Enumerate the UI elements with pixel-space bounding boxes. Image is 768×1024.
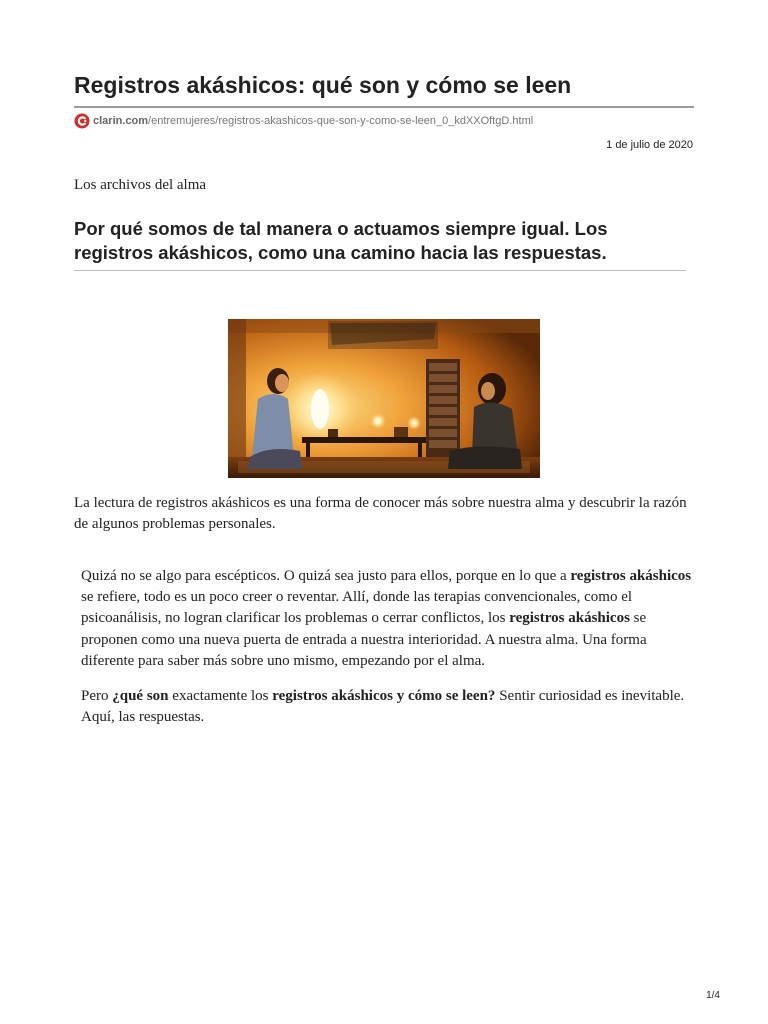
title-divider (74, 106, 694, 108)
body-paragraph-1: Quizá no se algo para escépticos. O quizá sea justo para ellos, porque en lo que a registros akáshicos se refiere, todo es un poco creer o reventar. Allí, donde las terapias convencionales, como el psicoanálisis, no logran clarificar los problemas o cerrar conflictos, los registros akáshicos se proponen como una nueva puerta de entrada a nuestra interioridad. A nuestra alma. Una forma diferente para saber más sobre uno mismo, empezando por el alma. (81, 568, 692, 669)
emphasis-registros-akashicos: registros akáshicos (570, 568, 692, 584)
page-number: 1/4 (706, 990, 720, 1001)
article-photo (228, 319, 540, 478)
article-kicker: Los archivos del alma (74, 177, 207, 193)
body-paragraph-2: Pero ¿qué son exactamente los registros akáshicos y cómo se leen? Sentir curiosidad es inevitable. Aquí, las respuestas. (81, 688, 685, 726)
source-path[interactable]: /entremujeres/registros-akashicos-que-son-y-como-se-leen_0_kdXXOftgD.html (148, 115, 534, 127)
article-body (81, 566, 696, 742)
source-domain[interactable]: clarin.com (93, 115, 149, 127)
emphasis-registros-como-se-leen: registros akáshicos y cómo se leen? (272, 688, 496, 705)
publish-date: 1 de julio de 2020 (606, 139, 693, 151)
image-caption: La lectura de registros akáshicos es una forma de conocer más sobre nuestra alma y descubrir la razón de algunos problemas personales. (74, 495, 687, 532)
clarin-logo-icon (74, 113, 90, 129)
source-url[interactable] (74, 113, 533, 129)
article-title: Registros akáshicos: qué son y cómo se leen (74, 72, 572, 98)
article-subtitle: Por qué somos de tal manera o actuamos siempre igual. Los registros akáshicos, como una camino hacia las respuestas. (74, 218, 608, 263)
emphasis-que-son: ¿qué son (112, 688, 169, 705)
emphasis-registros-akashicos: registros akáshicos (509, 610, 630, 627)
subtitle-divider (74, 270, 686, 271)
